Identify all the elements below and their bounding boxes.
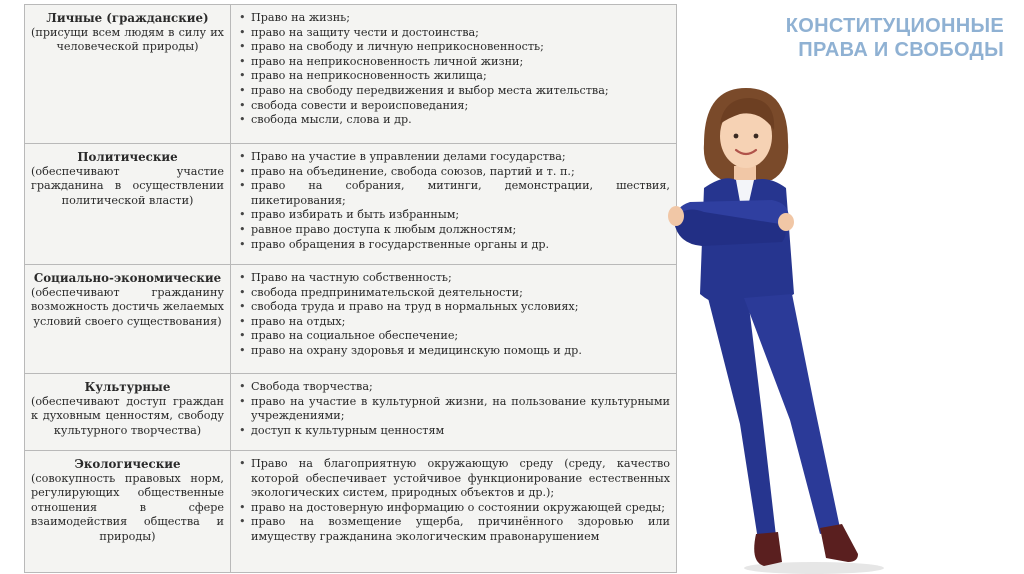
rights-list [237,150,670,252]
list-item: • право на объединение, свобода союзов, партий и т. п.; [251,165,670,180]
category-name: Личные (гражданские) [46,11,209,25]
list-item: • право на охрану здоровья и медицинскую помощь и др. [251,344,670,359]
slide-title-line-1: КОНСТИТУЦИОННЫЕ [785,15,1004,37]
category-cell [25,144,231,265]
list-item: • равное право доступа к любым должностям; [251,223,670,238]
list-item: • Право на частную собственность; [251,271,670,286]
list-item: • право на свободу и личную неприкосновенность; [251,40,670,55]
rights-table [24,4,677,573]
list-item: • право на возмещение ущерба, причинённого здоровью или имуществу гражданина экологическим правонарушением [251,515,670,544]
list-item: • право на участие в культурной жизни, на пользование культурными учреждениями; [251,395,670,424]
list-item: • свобода труда и право на труд в нормальных условиях; [251,300,670,315]
list-item: • право на собрания, митинги, демонстрации, шествия, пикетирования; [251,179,670,208]
rights-cell [231,374,677,451]
list-item: • свобода совести и вероисповедания; [251,99,670,114]
category-name: Политические [77,150,178,164]
list-item: • Право на жизнь; [251,11,670,26]
category-name: Социально-экономические [33,271,222,285]
table-row-ecological [25,451,677,573]
list-item: • доступ к культурным ценностям [251,424,670,439]
rights-list [237,457,670,545]
list-item: • право избирать и быть избранным; [251,208,670,223]
list-item: • свобода мысли, слова и др. [251,113,670,128]
list-item: • право на неприкосновенность жилища; [251,69,670,84]
list-item: • право на достоверную информацию о состоянии окружающей среды; [251,501,670,516]
category-name: Экологические [74,457,181,471]
category-description: (присущи всем людям в силу их человеческой природы) [31,25,224,54]
rights-list [237,11,670,128]
list-item: • право на неприкосновенность личной жизни; [251,55,670,70]
list-item: • Право на благоприятную окружающую среду (среду, качество которой обеспечивает устойчивое функционирование естественных экологических систем, природных объектов и др.); [251,457,670,501]
category-description: (совокупность правовых норм, регулирующих общественные отношения в сфере взаимодействия общества и природы) [31,471,224,543]
table-row-political [25,144,677,265]
category-description: (обеспечивают участие гражданина в осуществлении политической власти) [31,164,224,207]
category-description: (обеспечивают гражданину возможность достичь желаемых условий своего существования) [31,285,224,328]
table-row-personal [25,5,677,144]
rights-cell [231,144,677,265]
list-item: • Право на участие в управлении делами государства; [251,150,670,165]
list-item: • Свобода творчества; [251,380,670,395]
slide-title [724,14,1004,62]
list-item: • право обращения в государственные органы и др. [251,238,670,253]
rights-cell [231,451,677,573]
category-cell [25,374,231,451]
rights-cell [231,5,677,144]
slide-title-line-2: ПРАВА И СВОБОДЫ [798,39,1004,61]
list-item: • право на защиту чести и достоинства; [251,26,670,41]
list-item: • право на свободу передвижения и выбор места жительства; [251,84,670,99]
list-item: • право на социальное обеспечение; [251,329,670,344]
table-row-socio-economic [25,265,677,374]
table-row-cultural [25,374,677,451]
category-cell [25,265,231,374]
list-item: • свобода предпринимательской деятельности; [251,286,670,301]
list-item: • право на отдых; [251,315,670,330]
rights-list [237,271,670,359]
category-cell [25,5,231,144]
woman-figure-illustration [664,84,894,574]
rights-list [237,380,670,438]
rights-cell [231,265,677,374]
category-description: (обеспечивают доступ граждан к духовным ценностям, свободу культурного творчества) [31,394,224,437]
category-name: Культурные [84,380,171,394]
category-cell [25,451,231,573]
